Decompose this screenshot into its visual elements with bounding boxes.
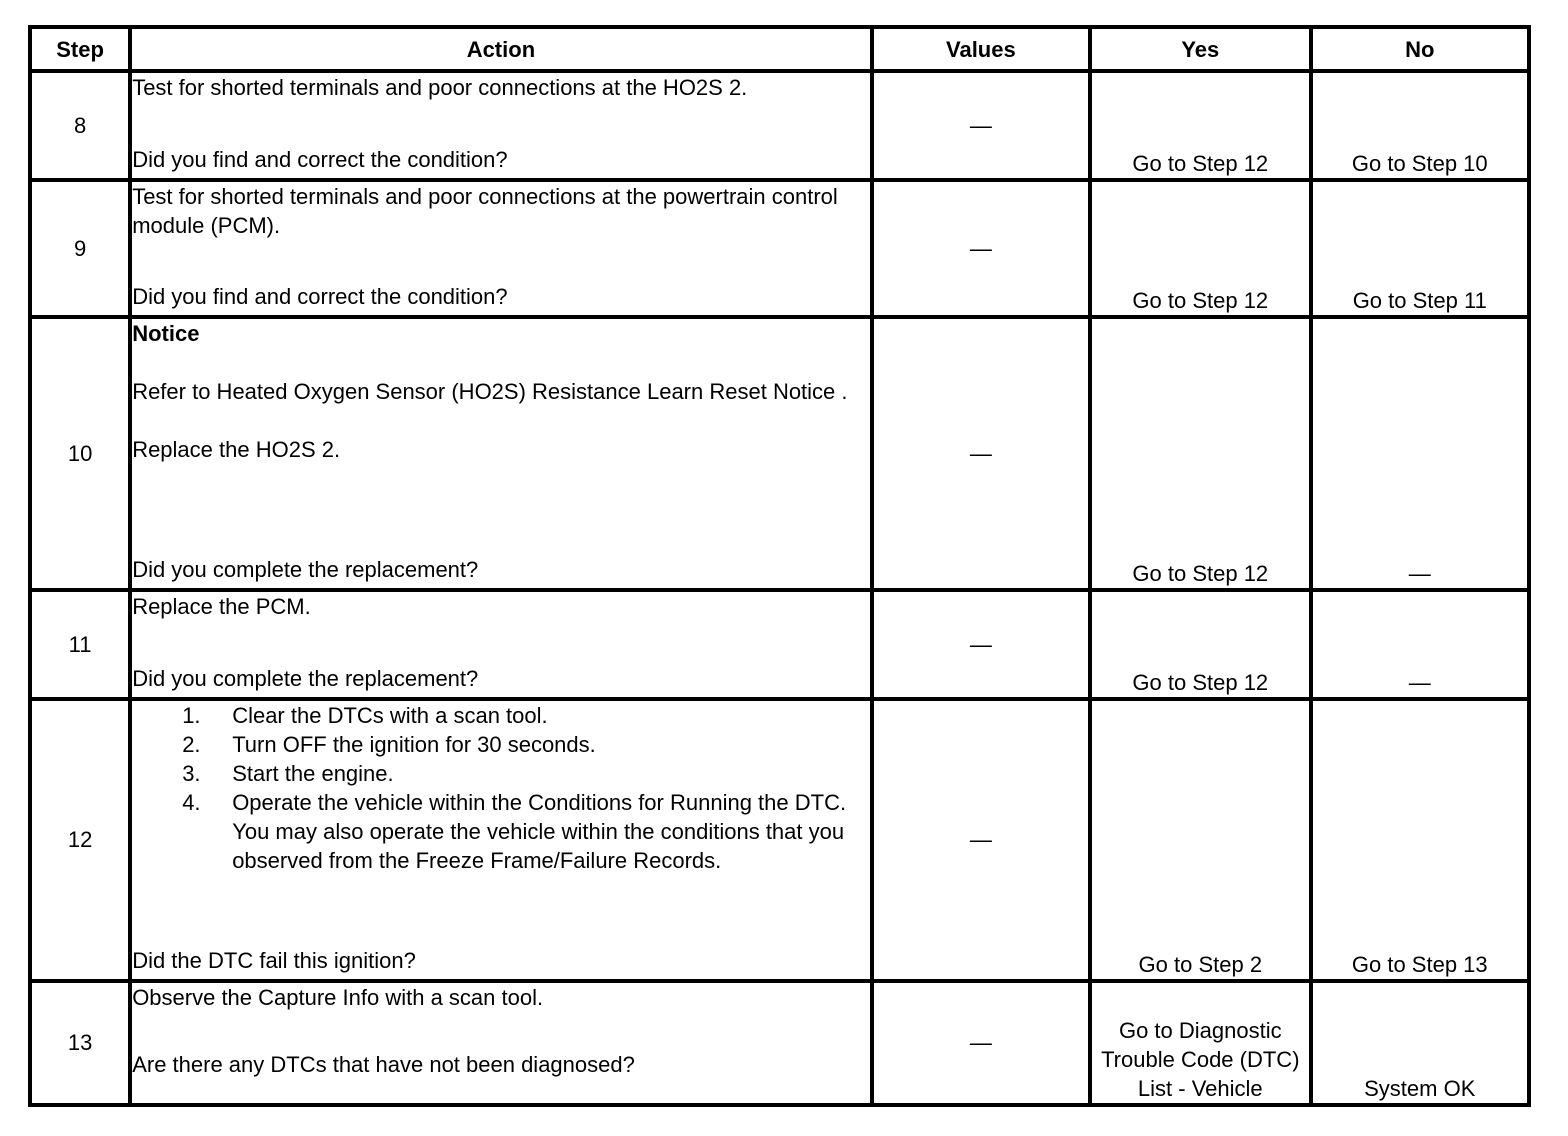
table-row bbox=[30, 981, 1529, 1105]
diagnostic-table-container bbox=[28, 25, 1531, 1107]
table-row bbox=[30, 317, 1529, 590]
header-no: No bbox=[1311, 27, 1529, 71]
header-step: Step bbox=[30, 27, 130, 71]
action-question: Did you find and correct the condition? bbox=[132, 284, 508, 309]
header-values: Values bbox=[872, 27, 1090, 71]
action-cell bbox=[130, 317, 871, 590]
action-question: Did the DTC fail this ignition? bbox=[132, 948, 416, 973]
action-cell bbox=[130, 981, 871, 1105]
step-number: 8 bbox=[30, 71, 130, 180]
table-row bbox=[30, 590, 1529, 699]
step-number: 9 bbox=[30, 180, 130, 317]
no-result: — bbox=[1311, 317, 1529, 590]
list-item: 3. Start the engine. bbox=[182, 761, 394, 786]
action-text: Observe the Capture Info with a scan tool. bbox=[132, 985, 544, 1010]
procedure-list bbox=[132, 701, 869, 875]
action-question: Are there any DTCs that have not been diagnosed? bbox=[132, 1052, 635, 1077]
table-row bbox=[30, 180, 1529, 317]
step-number: 11 bbox=[30, 590, 130, 699]
step-number: 12 bbox=[30, 699, 130, 981]
action-cell bbox=[130, 699, 871, 981]
no-result: — bbox=[1311, 590, 1529, 699]
notice-label: Notice bbox=[132, 321, 200, 346]
no-result: System OK bbox=[1311, 981, 1529, 1105]
no-result: Go to Step 10 bbox=[1311, 71, 1529, 180]
yes-result: Go to Step 12 bbox=[1090, 317, 1310, 590]
step-number: 10 bbox=[30, 317, 130, 590]
step-number: 13 bbox=[30, 981, 130, 1105]
yes-result: Go to Step 12 bbox=[1090, 180, 1310, 317]
values-cell: — bbox=[872, 590, 1090, 699]
action-question: Did you complete the replacement? bbox=[132, 666, 479, 691]
values-cell: — bbox=[872, 981, 1090, 1105]
yes-result: Go to Diagnostic Trouble Code (DTC) List - Vehicle bbox=[1090, 981, 1310, 1105]
action-text: Test for shorted terminals and poor connections at the powertrain control module (PCM). bbox=[132, 184, 838, 238]
diagnostic-step-table bbox=[28, 25, 1531, 1107]
values-cell: — bbox=[872, 317, 1090, 590]
values-cell: — bbox=[872, 699, 1090, 981]
header-yes: Yes bbox=[1090, 27, 1310, 71]
table-row bbox=[30, 699, 1529, 981]
action-text: Replace the HO2S 2. bbox=[132, 437, 341, 462]
list-item: 1. Clear the DTCs with a scan tool. bbox=[182, 703, 548, 728]
action-cell bbox=[130, 71, 871, 180]
header-action: Action bbox=[130, 27, 871, 71]
action-question: Did you complete the replacement? bbox=[132, 557, 479, 582]
action-text: Refer to Heated Oxygen Sensor (HO2S) Resistance Learn Reset Notice . bbox=[132, 379, 848, 404]
no-result: Go to Step 13 bbox=[1311, 699, 1529, 981]
yes-result: Go to Step 12 bbox=[1090, 590, 1310, 699]
table-row bbox=[30, 71, 1529, 180]
no-result: Go to Step 11 bbox=[1311, 180, 1529, 317]
action-cell bbox=[130, 590, 871, 699]
values-cell: — bbox=[872, 180, 1090, 317]
action-cell bbox=[130, 180, 871, 317]
list-item: 4. Operate the vehicle within the Conditions for Running the DTC. You may also operate the vehicle within the conditions that you observed from the Freeze Frame/Failure Records. bbox=[182, 790, 847, 873]
action-question: Did you find and correct the condition? bbox=[132, 147, 508, 172]
list-item: 2. Turn OFF the ignition for 30 seconds. bbox=[182, 732, 596, 757]
values-cell: — bbox=[872, 71, 1090, 180]
yes-result: Go to Step 12 bbox=[1090, 71, 1310, 180]
yes-result: Go to Step 2 bbox=[1090, 699, 1310, 981]
action-text: Test for shorted terminals and poor connections at the HO2S 2. bbox=[132, 75, 748, 100]
action-text: Replace the PCM. bbox=[132, 594, 311, 619]
table-header-row bbox=[30, 27, 1529, 71]
